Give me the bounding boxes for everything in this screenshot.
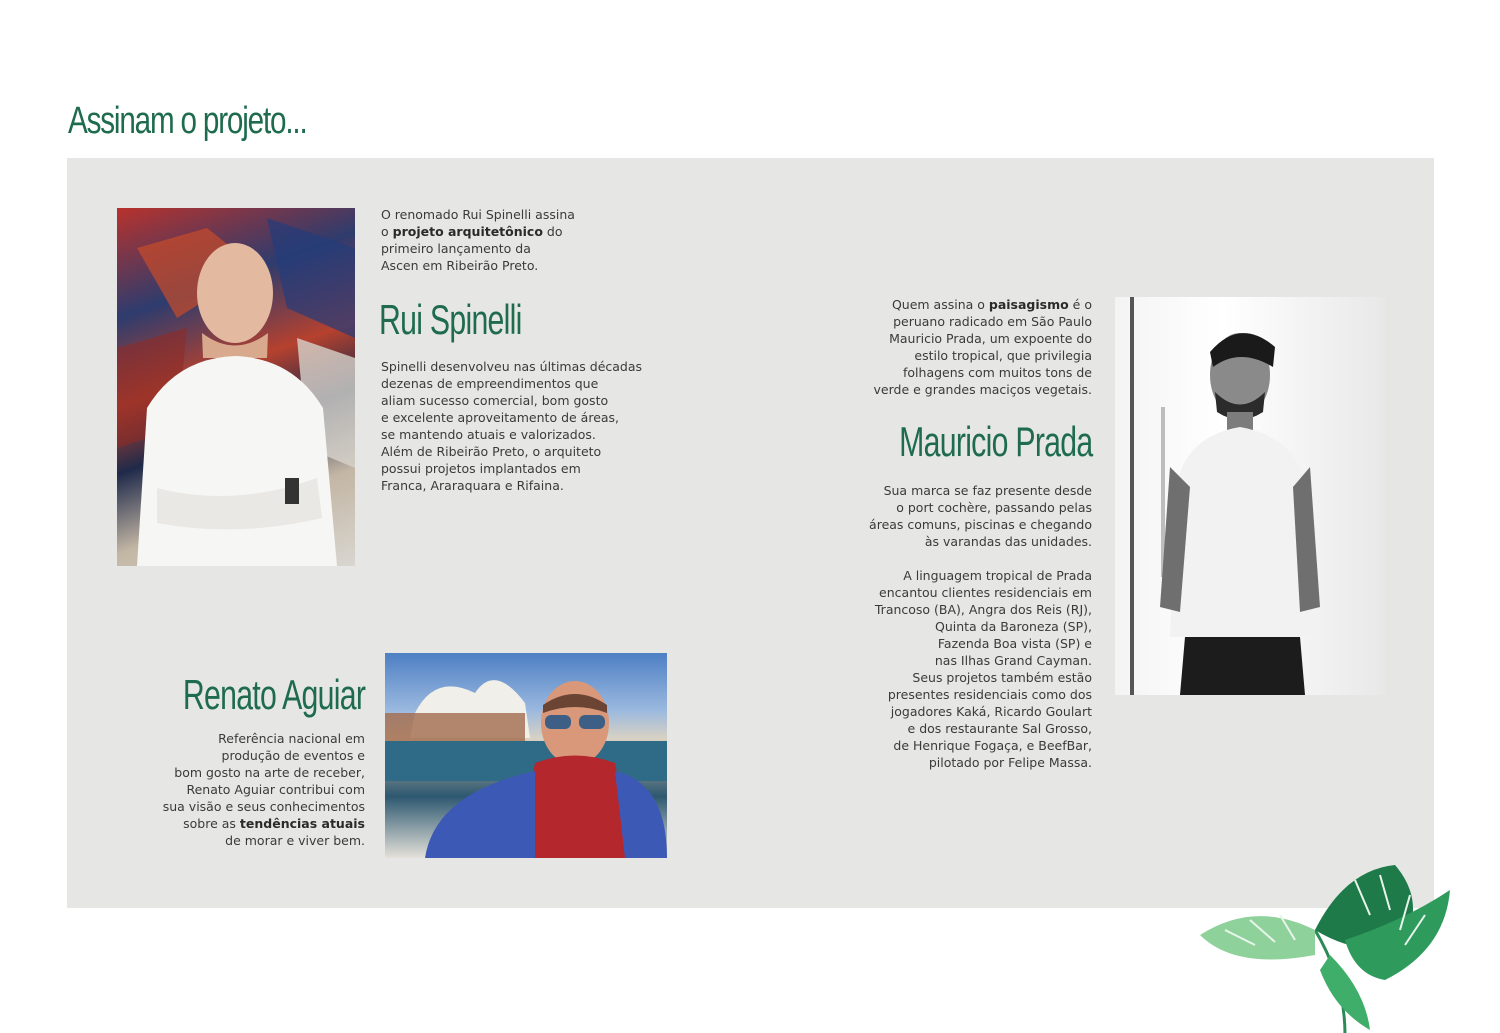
- intro-line: Mauricio Prada, um expoente do: [889, 331, 1092, 346]
- bio-line: Spinelli desenvolveu nas últimas décadas: [381, 359, 643, 374]
- bio-line: o port cochère, passando pelas: [896, 500, 1092, 515]
- intro-line: verde e grandes maciços vegetais.: [873, 382, 1092, 397]
- intro-line: primeiro lançamento da: [381, 241, 531, 256]
- bio-line: [163, 815, 365, 832]
- rui-spinelli-bio: [381, 358, 642, 494]
- bio-line: dezenas de empreendimentos que: [381, 376, 599, 391]
- bio-line: sua visão e seus conhecimentos: [162, 799, 365, 814]
- mauricio-prada-name: Mauricio Prada: [898, 418, 1092, 465]
- rui-spinelli-photo: [117, 208, 355, 566]
- bio-line: presentes residenciais como dos: [887, 687, 1092, 702]
- bio-line: encantou clientes residenciais em: [879, 585, 1092, 600]
- bio-line: Fazenda Boa vista (SP) e: [937, 636, 1092, 651]
- renato-aguiar-name: Renato Aguiar: [182, 671, 365, 718]
- renato-aguiar-bio: [163, 730, 365, 849]
- monstera-leaf-icon: [1195, 860, 1455, 1033]
- intro-line: O renomado Rui Spinelli assina: [381, 207, 575, 222]
- intro-line: peruano radicado em São Paulo: [893, 314, 1092, 329]
- bio-line: possui projetos implantados em: [381, 461, 581, 476]
- bio-line: aliam sucesso comercial, bom gosto: [381, 393, 609, 408]
- text-segment: Quem assina o: [891, 297, 989, 312]
- text-segment: sobre as: [183, 816, 240, 831]
- emphasis-text: tendências atuais: [239, 816, 365, 831]
- bio-line: de morar e viver bem.: [225, 833, 365, 848]
- intro-line: [874, 296, 1092, 313]
- bio-line: Seus projetos também estão: [912, 670, 1092, 685]
- bio-line: se mantendo atuais e valorizados.: [381, 427, 596, 442]
- mauricio-prada-photo: [1115, 297, 1385, 695]
- bio-line: Trancoso (BA), Angra dos Reis (RJ),: [874, 602, 1092, 617]
- text-segment: o: [381, 224, 393, 239]
- intro-line: Ascen em Ribeirão Preto.: [381, 258, 539, 273]
- intro-line: estilo tropical, que privilegia: [914, 348, 1092, 363]
- text-segment: do: [542, 224, 563, 239]
- emphasis-text: projeto arquitetônico: [392, 224, 543, 239]
- rui-spinelli-intro: [381, 206, 575, 274]
- bio-line: Quinta da Baroneza (SP),: [934, 619, 1092, 634]
- bio-line: produção de eventos e: [221, 748, 365, 763]
- bio-line: pilotado por Felipe Massa.: [928, 755, 1092, 770]
- mauricio-prada-bio: [869, 482, 1092, 771]
- bio-line: e excelente aproveitamento de áreas,: [381, 410, 620, 425]
- rui-spinelli-name: Rui Spinelli: [379, 296, 522, 343]
- intro-line: [381, 223, 575, 240]
- bio-line: áreas comuns, piscinas e chegando: [869, 517, 1092, 532]
- bio-line: A linguagem tropical de Prada: [903, 568, 1092, 583]
- bio-line: nas Ilhas Grand Cayman.: [934, 653, 1092, 668]
- renato-aguiar-photo: [385, 653, 667, 858]
- bio-line: de Henrique Fogaça, e BeefBar,: [893, 738, 1092, 753]
- bio-line: Sua marca se faz presente desde: [883, 483, 1092, 498]
- bio-line: Renato Aguiar contribui com: [186, 782, 365, 797]
- bio-line: Além de Ribeirão Preto, o arquiteto: [381, 444, 602, 459]
- bio-line: e dos restaurante Sal Grosso,: [907, 721, 1092, 736]
- emphasis-text: paisagismo: [988, 297, 1069, 312]
- bio-line: às varandas das unidades.: [924, 534, 1092, 549]
- text-segment: é o: [1068, 297, 1092, 312]
- bio-line: bom gosto na arte de receber,: [174, 765, 365, 780]
- paragraph-gap: [869, 550, 1092, 567]
- page-title: Assinam o projeto...: [68, 100, 307, 142]
- bio-line: Referência nacional em: [218, 731, 365, 746]
- bio-line: Franca, Araraquara e Rifaina.: [381, 478, 564, 493]
- mauricio-prada-intro: [874, 296, 1092, 398]
- intro-line: folhagens com muitos tons de: [903, 365, 1092, 380]
- bio-line: jogadores Kaká, Ricardo Goulart: [890, 704, 1092, 719]
